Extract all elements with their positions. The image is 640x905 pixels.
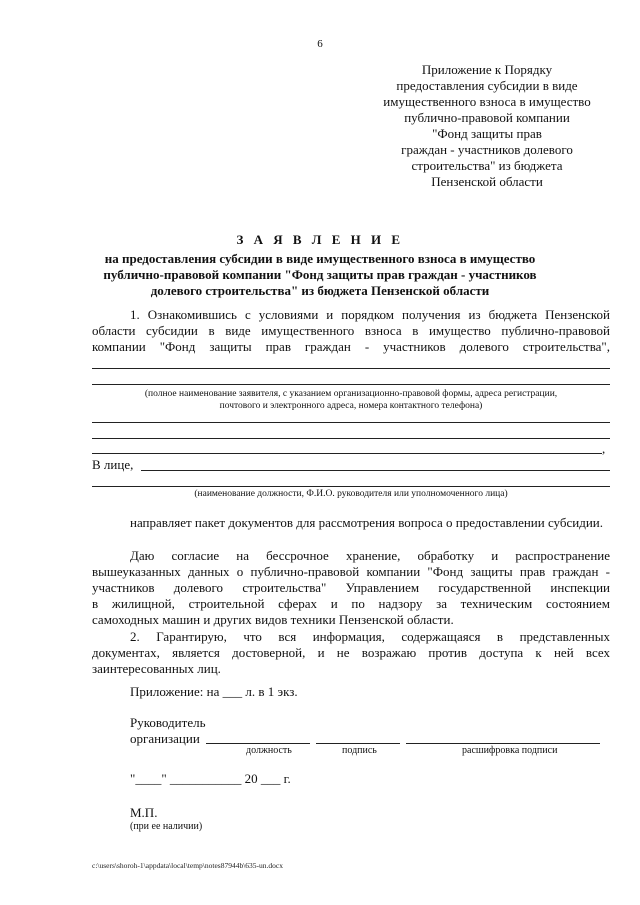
year-blank[interactable]: ___ [260,771,281,786]
paragraph-line: заинтересованных лиц. [92,661,221,676]
attachment-suffix: л. в 1 экз. [245,684,298,699]
paragraph-1 [92,307,610,355]
paragraph-line: самоходных машин и других видов техники Пензенской области. [92,612,454,627]
quote-open: " [130,771,136,786]
paragraph-line: участников долевого строительства" Управлением государственной инспекции [92,580,610,595]
position-caption: должность [246,745,292,756]
comma-mark: , [602,441,606,456]
page-number: 6 [317,38,323,50]
caption-line: почтового и электронного адреса, номера контактного телефона) [219,401,483,411]
decoding-caption: расшифровка подписи [462,745,558,756]
paragraph-line: 2. Гарантирую, что вся информация, содержащаяся в представленных [130,629,610,644]
applicant-contact-line[interactable] [92,453,602,454]
year-suffix: г. [283,771,291,786]
representative-line[interactable] [141,470,610,471]
appendix-line: строительства" из бюджета [411,158,563,173]
paragraph-line: в жилищной, строительной сферах и по надзору за техническим состоянием [92,596,610,611]
quote-close: " [161,771,167,786]
applicant-caption [92,388,610,412]
subtitle-line: публично-правовой компании "Фонд защиты прав граждан - участников [103,267,537,282]
representative-line[interactable] [92,486,610,487]
attachment-prefix: Приложение: на [130,684,220,699]
paragraph-line: вышеуказанных данных о публично-правовой компании "Фонд защиты прав граждан - [92,564,610,579]
appendix-reference [352,62,622,190]
appendix-line: имущественного взноса в имущество [383,94,591,109]
attachment-pages-blank[interactable]: ___ [222,684,243,699]
appendix-line: Приложение к Порядку [421,62,553,77]
paragraph-line: области субсидии в виде имущественного взноса в имущество публично-правовой [92,323,610,338]
signature-line[interactable] [316,743,400,744]
appendix-line: граждан - участников долевого [401,142,573,157]
paragraph-line: Даю согласие на бессрочное хранение, обработку и распространение [130,548,610,563]
applicant-name-line[interactable] [92,384,610,385]
head-label: Руководитель [130,715,206,730]
consent-paragraph [92,548,610,628]
applicant-address-line[interactable] [92,422,610,423]
appendix-line: Пензенской области [431,174,543,189]
appendix-line: предоставления субсидии в виде [396,78,578,93]
day-blank[interactable]: ____ [135,771,162,786]
in-person-label: В лице, [92,457,134,472]
caption-line: (полное наименование заявителя, с указанием организационно-правовой формы, адреса регистрации, [144,389,558,399]
stamp-label: М.П. [130,805,158,820]
sends-documents-text: направляет пакет документов для рассмотрения вопроса о предоставлении субсидии. [130,515,604,530]
document-title: З А Я В Л Е Н И Е [236,232,404,247]
file-path: c:\users\shoroh-1\appdata\local\temp\notes87944b\635-un.docx [92,861,284,870]
subtitle-line: на предоставления субсидии в виде имущественного взноса в имущество [104,251,536,266]
date-line [130,771,291,787]
year-prefix: 20 [244,771,258,786]
subtitle-line: долевого строительства" из бюджета Пензенской области [150,283,490,298]
signature-decoding-line[interactable] [406,743,600,744]
attachment-line [130,684,298,700]
paragraph-line: компании "Фонд защиты прав граждан - участников долевого строительства", [92,339,610,354]
applicant-address-line[interactable] [92,438,610,439]
appendix-line: публично-правовой компании [404,110,570,125]
appendix-line: "Фонд защиты прав [432,126,542,141]
position-line[interactable] [206,743,310,744]
guarantee-paragraph [92,629,610,677]
applicant-name-line[interactable] [92,368,610,369]
representative-caption: (наименование должности, Ф.И.О. руководителя или уполномоченного лица) [194,489,508,499]
document-subtitle [80,251,560,299]
organization-label: организации [130,731,200,746]
paragraph-line: документах, является достоверной, и не возражаю против доступа к ней всех [92,645,610,660]
paragraph-line: 1. Ознакомившись с условиями и порядком получения из бюджета Пензенской [130,307,610,322]
month-blank[interactable]: ___________ [169,771,242,786]
stamp-note: (при ее наличии) [130,821,203,832]
signature-caption: подпись [342,745,377,756]
